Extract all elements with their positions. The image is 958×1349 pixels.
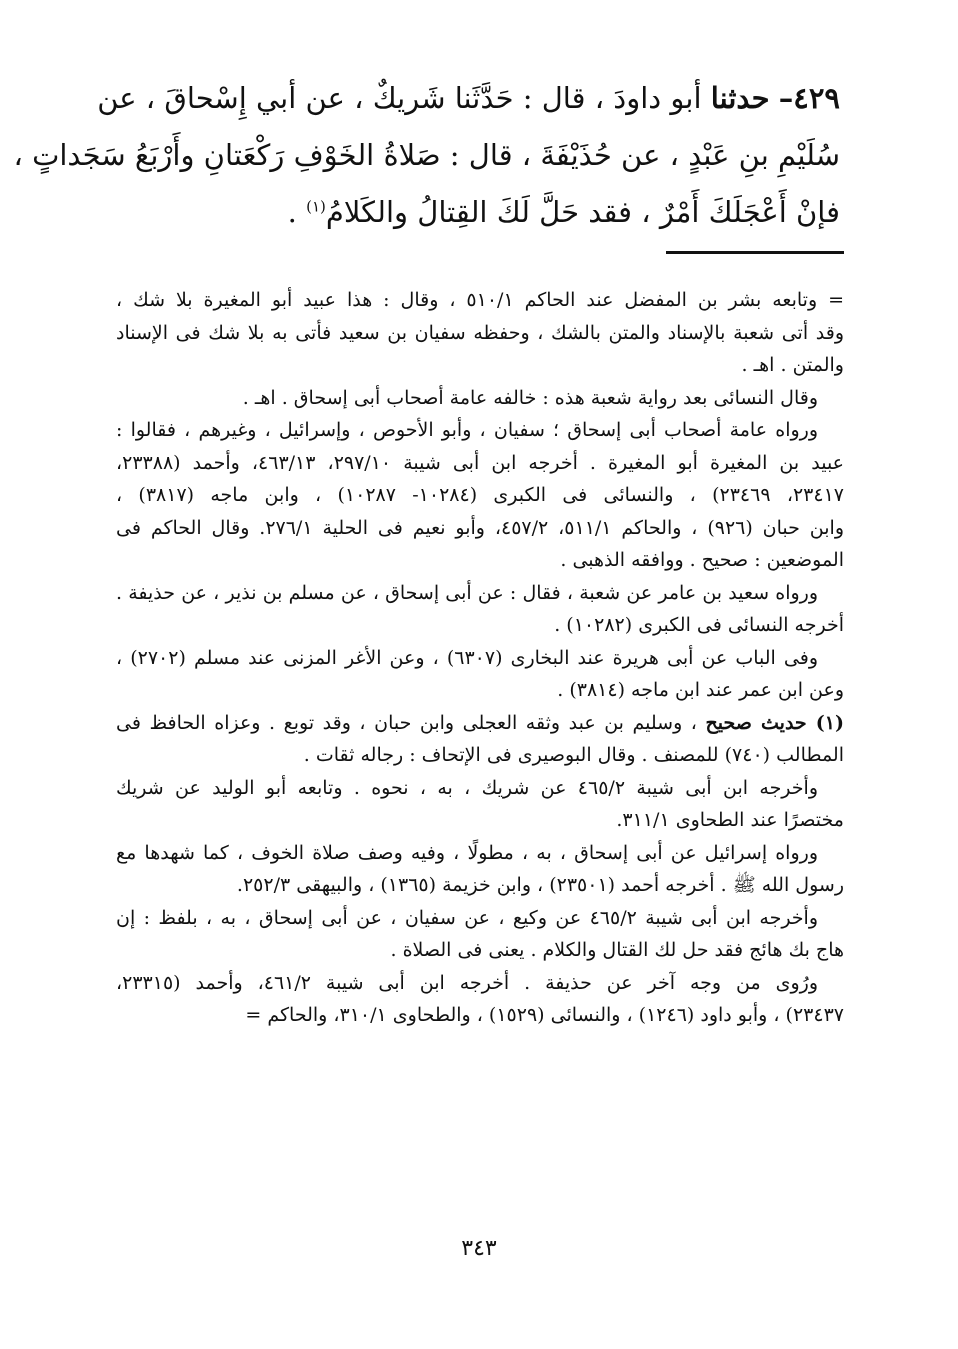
footnote-line-text: ورواه عامة أصحاب أبى إسحاق ؛ سفيان ، وأبو الأحوص ، وإسرائيل ، وغيرهم ، فقالوا : bbox=[116, 419, 818, 441]
footnote-line bbox=[116, 414, 844, 447]
footnote-line-text: = وتابعه بشر بن المفضل عند الحاكم ٥١٠/١ ، وقال : هذا عبيد أبو المغيرة بلا شك ، bbox=[116, 289, 844, 311]
footnote-paragraph bbox=[116, 707, 844, 772]
hadith-text bbox=[13, 70, 840, 241]
footnote-line bbox=[116, 967, 844, 1000]
hadith-line-3-text: فإنْ أَعْجَلَكَ أَمْرٌ ، فقد حَلَّ لَكَ القِتالُ والكَلامُ bbox=[325, 195, 840, 229]
footnote-paragraph bbox=[116, 284, 844, 382]
footnote-separator bbox=[666, 251, 844, 254]
footnote-line-text: رسول الله ﷺ . أخرجه أحمد (٢٣٥٠١) ، وابن خزيمة (١٣٦٥) ، والبيهقى ٢٥٢/٣. bbox=[236, 874, 844, 896]
footnote-paragraph bbox=[116, 772, 844, 837]
footnote-bold-prefix: (١) حديث صحيح bbox=[705, 711, 845, 734]
footnote-paragraph bbox=[116, 902, 844, 967]
footnote-line-text: ٢٣٤١٧، ٢٣٤٦٩) ، والنسائى فى الكبرى (١٠٢٨٤- ١٠٢٨٧) ، وابن ماجه (٣٨١٧) ، bbox=[116, 484, 844, 506]
footnote-paragraph bbox=[116, 577, 844, 642]
footnote-line-text: هاج بك هائج فقد حل لك القتال والكلام . يعنى فى الصلاة . bbox=[390, 939, 844, 961]
footnote-line-text: الموضعين : صحيح . ووافقه الذهبى . bbox=[560, 549, 844, 571]
footnote-line-text: المطالب (٧٤٠) للمصنف . وقال البوصيرى فى الإتحاف : رجاله ثقات . bbox=[303, 744, 844, 766]
footnote-line bbox=[116, 772, 844, 805]
footnote-line-text: ٢٣٤٣٧) ، وأبو داود (١٢٤٦) ، والنسائى (١٥٢٩) ، والطحاوى ٣١٠/١، والحاكم = bbox=[245, 1004, 844, 1026]
footnote-line bbox=[116, 284, 844, 317]
footnote-line-text: وابن حبان (٩٢٦) ، والحاكم ٥١١/١، ٤٥٧/٢، وأبو نعيم فى الحلية ٢٧٦/١. وقال الحاكم فى bbox=[116, 516, 845, 539]
footnote-line-text: ورواه سعيد بن عامر عن شعبة ، فقال : عن أبى إسحاق ، عن مسلم بن نذير ، عن حذيفة . bbox=[116, 581, 818, 604]
footnote-line bbox=[116, 577, 844, 610]
footnote-line bbox=[116, 512, 844, 545]
footnote-line-text: ورُوى من وجه آخر عن حذيفة . أخرجه ابن أبى شيبة ٤٦١/٢، وأحمد (٢٣٣١٥، bbox=[116, 971, 818, 994]
footnote-line bbox=[116, 869, 844, 902]
hadith-line-1 bbox=[97, 70, 840, 127]
footnote-line bbox=[116, 902, 844, 935]
hadith-number: ٤٢٩– bbox=[778, 81, 840, 115]
hadith-line-2: سُلَيْمِ بنِ عَبْدٍ ، عن حُذَيْفَةَ ، قال : صَلاةُ الخَوْفِ رَكْعَتانِ وأَرْبَعُ سَجَداتٍ ، bbox=[13, 138, 840, 172]
footnote-line bbox=[116, 609, 844, 642]
footnote-line-text: وأخرجه ابن أبى شيبة ٤٦٥/٢ عن شريك ، به ، نحوه . وتابعه أبو الوليد عن شريك bbox=[116, 776, 818, 799]
footnote-line bbox=[116, 934, 844, 967]
footnote-line-text: وفى الباب عن أبى هريرة عند البخارى (٦٣٠٧) ، وعن الأغر المزنى عند مسلم (٢٧٠٢) ، bbox=[116, 646, 818, 669]
footnote-line bbox=[116, 447, 844, 480]
footnote-line-text: وقال النسائى بعد رواية شعبة هذه : خالفه عامة أصحاب أبى إسحاق . اهـ . bbox=[242, 386, 818, 409]
footnote-line bbox=[116, 382, 844, 415]
footnote-line bbox=[116, 349, 844, 382]
footnote-marker: (١) bbox=[306, 197, 326, 216]
footnote-paragraph bbox=[116, 837, 844, 902]
hadith-line-1-text: أبو داودَ ، قال : حَدَّثَنا شَريكٌ ، عن أبي إِسْحاقَ ، عن bbox=[97, 81, 702, 115]
footnotes bbox=[116, 284, 844, 1032]
footnote-paragraph bbox=[116, 414, 844, 577]
footnote-line bbox=[116, 479, 844, 512]
page-number: ٣٤٣ bbox=[461, 1236, 497, 1261]
footnote-line-text: أخرجه النسائى فى الكبرى (١٠٢٨٢) . bbox=[554, 614, 844, 636]
footnote-line-text: ، وسليم بن عبد وثقه العجلى وابن حبان ، وقد توبع . وعزاه الحافظ فى bbox=[116, 711, 706, 734]
hadith-line-3-end: . bbox=[287, 195, 307, 229]
footnote-line-text: وقد أتى شعبة بالإسناد والمتن بالشك ، وحفظه سفيان بن سعيد فأتى به بلا شك فى الإسناد bbox=[116, 321, 844, 344]
footnote-line bbox=[116, 642, 844, 675]
footnote-line bbox=[116, 674, 844, 707]
footnote-line bbox=[116, 804, 844, 837]
footnote-line-text: مختصرًا عند الطحاوى ٣١١/١. bbox=[616, 809, 844, 831]
footnote-line bbox=[116, 739, 844, 772]
footnote-line bbox=[116, 999, 844, 1032]
footnote-paragraph bbox=[116, 382, 844, 415]
footnote-paragraph bbox=[116, 967, 844, 1032]
footnote-line bbox=[116, 544, 844, 577]
hadith-line-3 bbox=[120, 184, 840, 241]
footnote-line-text: عبيد بن المغيرة أبو المغيرة . أخرجه ابن أبى شيبة ٢٩٧/١٠، ٤٦٣/١٣، وأحمد (٢٣٣٨٨، bbox=[116, 451, 845, 474]
footnote-line-text: وعن ابن عمر عند ابن ماجه (٣٨١٤) . bbox=[557, 679, 844, 701]
footnote-paragraph bbox=[116, 642, 844, 707]
footnote-line-text: ورواه إسرائيل عن أبى إسحاق ، به ، مطولًا ، وفيه وصف صلاة الخوف ، كما شهدها مع bbox=[116, 841, 818, 864]
hadith-lead-word: حدثنا bbox=[710, 81, 770, 115]
footnote-line bbox=[116, 707, 844, 740]
footnote-line-text: والمتن . اهـ . bbox=[741, 354, 844, 376]
footnote-line-text: وأخرجه ابن أبى شيبة ٤٦٥/٢ عن وكيع ، عن سفيان ، عن أبى إسحاق ، به ، بلفظ : إن bbox=[116, 906, 819, 929]
footnote-line bbox=[116, 837, 844, 870]
footnote-line bbox=[116, 317, 844, 350]
